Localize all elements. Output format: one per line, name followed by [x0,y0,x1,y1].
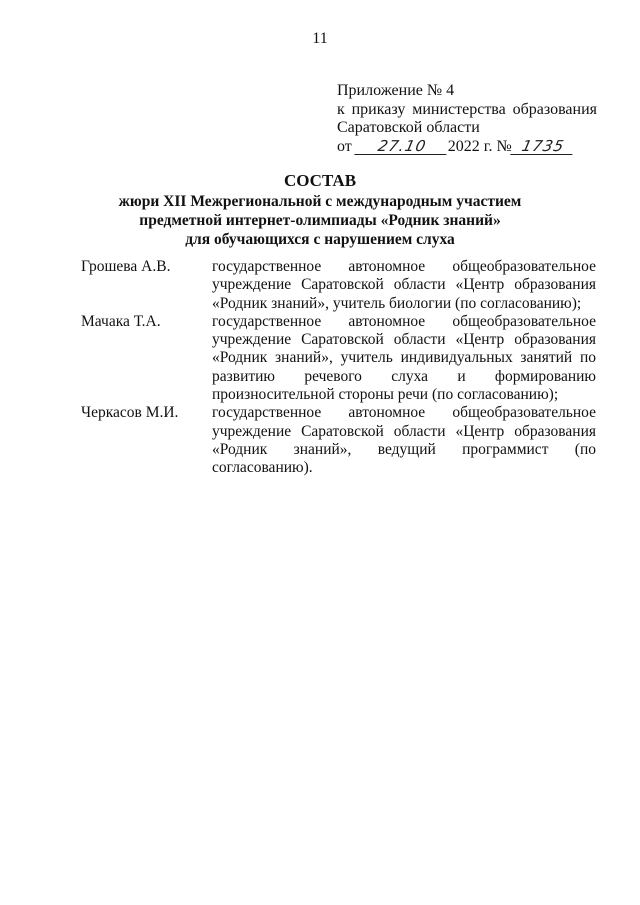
handwritten-order-number: 1735 [510,139,575,155]
desc-line: государственное автономное общеобразовательное [212,404,596,422]
desc-line: «Родник знаний», учитель биологии (по согласованию); [212,294,582,312]
member-name: Грошева А.В. [81,258,171,275]
desc-line: произносительной стороны речи (по согласованию); [212,386,559,404]
desc-line: согласованию). [212,459,313,477]
desc-line: учреждение Саратовской области «Центр образования [212,276,596,294]
member-description [212,313,596,404]
member-description [212,404,596,477]
member-row [81,313,596,404]
appendix-title: Приложение № 4 [337,82,455,99]
desc-line: развитию речевого слуха и формированию [212,367,596,385]
date-prefix: от [337,137,352,155]
member-row [81,404,596,477]
appendix-region: Саратовской области [337,119,480,136]
desc-line: «Родник знаний», ведущий программист (по [212,440,596,458]
appendix-header [337,82,597,156]
title-line-2: предметной интернет-олимпиады «Родник знаний» [139,212,501,229]
appendix-date-line [337,138,597,157]
member-description [212,258,596,313]
title-main: СОСТАВ [283,171,357,190]
title-line-3: для обучающихся с нарушением слуха [185,231,455,248]
desc-line: учреждение Саратовской области «Центр образования [212,422,596,440]
desc-line: учреждение Саратовской области «Центр образования [212,331,596,349]
desc-line: государственное автономное общеобразовательное [212,312,596,330]
member-name: Мачака Т.А. [81,312,161,330]
page-number: 11 [312,30,328,47]
year-text: 2022 г. № [447,137,512,155]
handwritten-date: 27.10 [354,139,449,155]
desc-line: государственное автономное общеобразовательное [212,258,596,275]
desc-line: «Родник знаний», учитель индивидуальных занятий по [212,349,596,367]
jury-members-list [81,258,596,478]
document-title [0,170,640,249]
member-row [81,258,596,313]
appendix-order-ref: к приказу министерства образования [337,100,597,118]
title-line-1: жюри XII Межрегиональной с международным участием [118,193,522,210]
member-name: Черкасов М.И. [81,404,179,422]
